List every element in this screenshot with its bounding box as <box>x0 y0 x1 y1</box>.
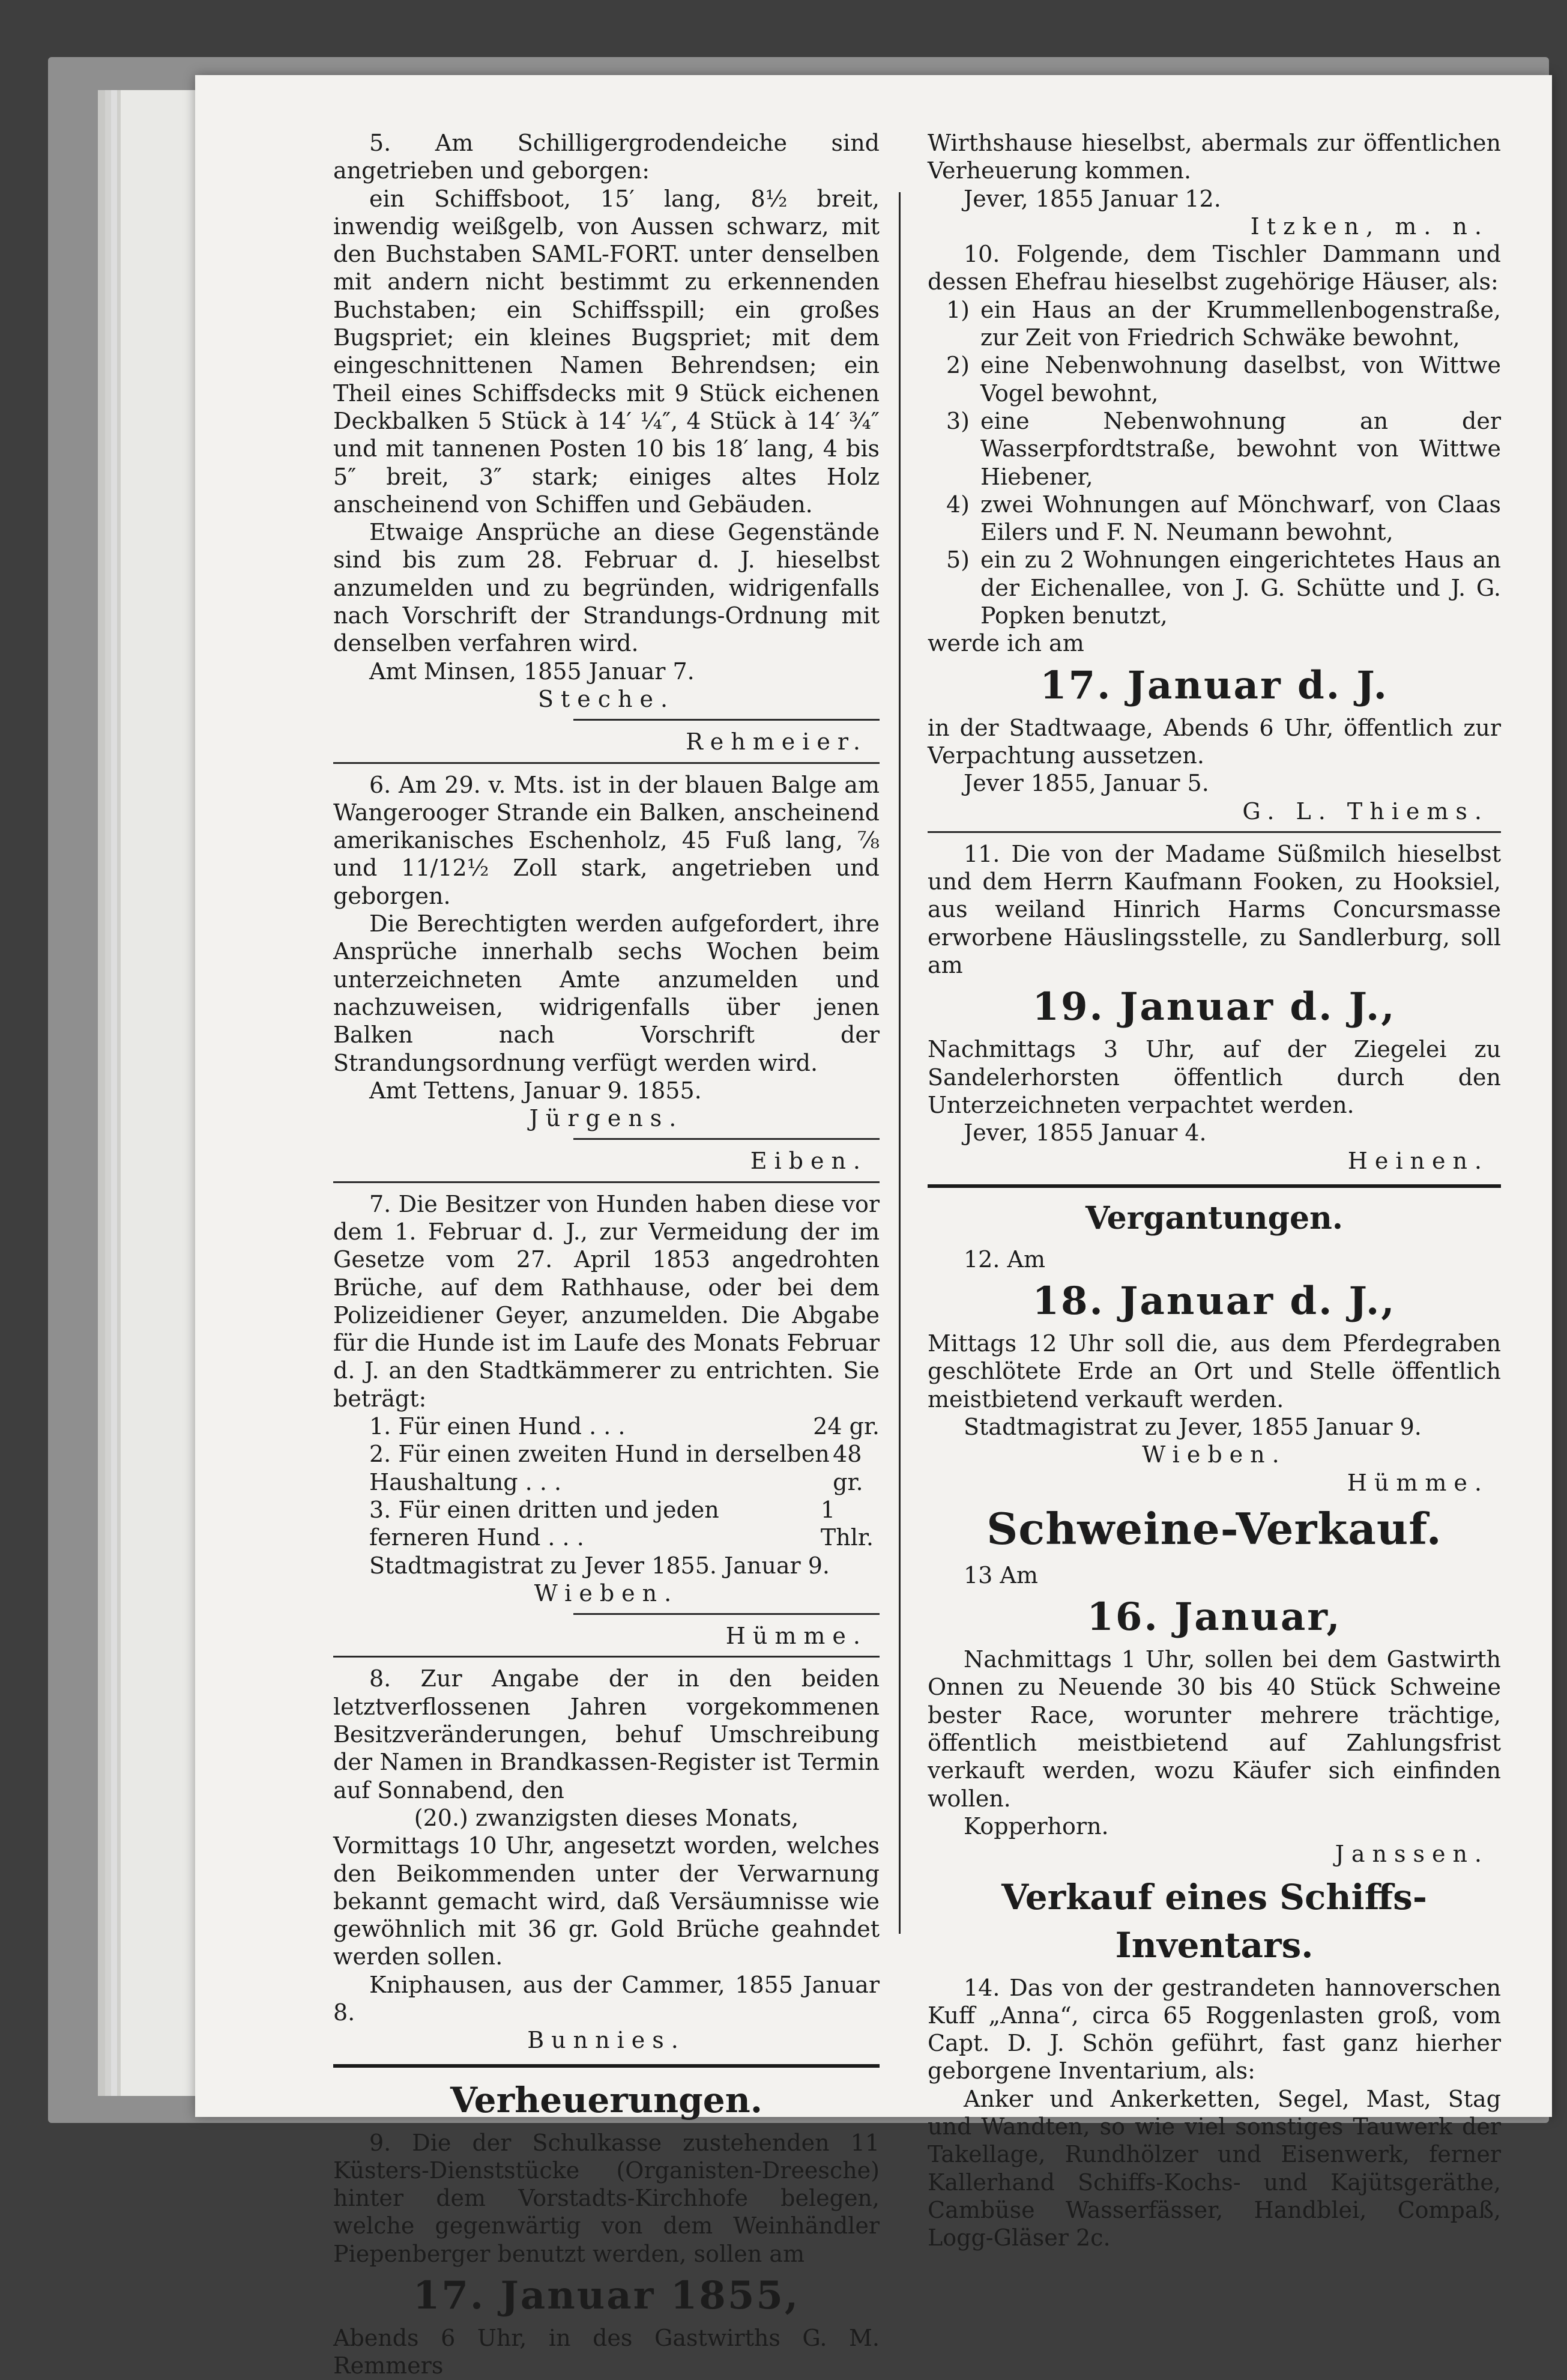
divider <box>333 762 880 764</box>
notice-9-intro: 9. Die der Schulkasse zustehenden 11 Küsters-Dienststücke (Organisten-Dreesche) hinter dem Vorstadts-Kirchhofe belegen, welche gegenwärtig von dem Weinhändler Piepenberger benutzt werden, sollen am <box>333 2129 880 2267</box>
fee-amount: 48 gr. <box>833 1441 863 1495</box>
notice-12-date: Stadtmagistrat zu Jever, 1855 Januar 9. <box>964 1413 1422 1440</box>
notice-9 <box>333 2129 880 2380</box>
left-column <box>333 129 880 2380</box>
notice-8 <box>333 1665 880 2054</box>
fee-label: 1. Für einen Hund . . . <box>369 1413 626 1440</box>
list-item: 5) ein zu 2 Wohnungen eingerichtetes Haus an der Eichenallee, von J. G. Schütte und J. G. Popken benutzt, <box>946 547 1501 629</box>
notice-12-date-headline: 18. Januar d. J., <box>1032 1279 1396 1324</box>
notice-7 <box>333 1190 880 1650</box>
section-divider <box>928 1184 1501 1188</box>
notice-6 <box>333 771 880 1175</box>
notice-5-signature-2: Rehmeier. <box>686 728 868 755</box>
notice-7-signature-1: Wieben. <box>534 1579 679 1606</box>
notice-8-signature: Bunnies. <box>527 2027 686 2054</box>
right-column <box>928 129 1501 2252</box>
section-divider <box>333 2064 880 2068</box>
notice-9-body: Abends 6 Uhr, in des Gastwirths G. M. Remmers <box>333 2325 880 2379</box>
notice-6-signature-1: Jürgens. <box>529 1105 684 1132</box>
notice-11 <box>928 840 1501 1175</box>
notice-14-intro: 14. Das von der gestrandeten hannoverschen Kuff „Anna“, circa 65 Roggenlasten groß, vom Capt. D. J. Schön geführt, fast ganz hierher geborgene Inventarium, als: <box>928 1974 1501 2085</box>
notice-9-cont-body: Wirthshause hieselbst, abermals zur öffentlichen Verheuerung kommen. <box>928 130 1501 184</box>
notice-13-place: Kopperhorn. <box>964 1812 1109 1840</box>
notice-14-items: Anker und Ankerketten, Segel, Mast, Stag und Wandten, so wie viel sonstiges Tauwerk der Takellage, Rundhölzer und Eisenwerk, ferner Kallerhand Schiffs-Kochs- und Kajütsgeräthe, Cambüse Wasserfässer, Handblei, Compaß, Logg-Gläser 2c. <box>928 2085 1501 2251</box>
notice-11-signature: Heinen. <box>1347 1147 1489 1174</box>
notice-13-body: Nachmittags 1 Uhr, sollen bei dem Gastwirth Onnen zu Neuende 30 bis 40 Stück Schweine bester Race, worunter mehrere trächtige, öffentlich meistbietend auf Zahlungsfrist verkauft werden, wozu Käufer sich einfinden wollen. <box>928 1646 1501 1812</box>
divider <box>928 831 1501 833</box>
fee-row <box>333 1440 880 1496</box>
divider <box>333 1656 880 1658</box>
fee-label: 2. Für einen zweiten Hund in derselben Haushaltung . . . <box>369 1441 830 1495</box>
fee-label: 3. Für einen dritten und jeden ferneren Hund . . . <box>369 1496 719 1551</box>
fee-row <box>333 1413 880 1440</box>
notice-12-signature-2: Hümme. <box>1347 1469 1489 1496</box>
notice-5-intro: 5. Am Schilligergrodendeiche sind angetrieben und geborgen: <box>333 130 880 184</box>
notice-8-intro: 8. Zur Angabe der in den beiden letztverflossenen Jahren vorgekommenen Besitzveränderungen, behuf Umschreibung der Namen in Brandkassen-Register ist Termin auf Sonnabend, den <box>333 1665 880 1803</box>
notice-10-signature: G. L. Thiems. <box>1242 798 1489 825</box>
column-divider <box>899 192 901 1934</box>
notice-14 <box>928 1974 1501 2252</box>
list-item: 2) eine Nebenwohnung daselbst, von Wittwe Vogel bewohnt, <box>946 352 1501 407</box>
notice-10-date-headline: 17. Januar d. J. <box>1040 662 1389 708</box>
fee-amount: 1 Thlr. <box>820 1496 874 1551</box>
notice-12-signature-1: Wieben. <box>1142 1441 1287 1468</box>
notice-10-date: Jever 1855, Januar 5. <box>964 770 1209 797</box>
notice-5-date: Amt Minsen, 1855 Januar 7. <box>369 658 695 685</box>
notice-11-date-headline: 19. Januar d. J., <box>1032 984 1396 1030</box>
notice-13-date-headline: 16. Januar, <box>1087 1594 1342 1640</box>
notice-5-claims: Etwaige Ansprüche an diese Gegenstände sind bis zum 28. Februar d. J. hieselbst anzumelden und zu begründen, widrigenfalls nach Vorschrift der Strandungs-Ordnung mit denselben verfahren wird. <box>333 519 880 657</box>
section-heading-verheuerungen: Verheuerungen. <box>450 2079 762 2121</box>
notice-8-date: Kniphausen, aus der Cammer, 1855 Januar 8. <box>333 1971 880 2026</box>
notice-5 <box>333 129 880 756</box>
notice-10 <box>928 240 1501 825</box>
notice-8-date-line: (20.) zwanzigsten dieses Monats, <box>414 1804 799 1831</box>
notice-6-signature-2: Eiben. <box>750 1148 868 1175</box>
notice-6-claims: Die Berechtigten werden aufgefordert, ihre Ansprüche innerhalb sechs Wochen beim unterzeichneten Amte anzumelden und nachzuweisen, widrigenfalls über jenen Balken nach Vorschrift der Strandungsordnung verfügt werden wird. <box>333 910 880 1076</box>
notice-9-date: Jever, 1855 Januar 12. <box>964 185 1221 212</box>
divider <box>333 1181 880 1183</box>
notice-9-date-headline: 17. Januar 1855, <box>412 2273 800 2319</box>
notice-7-date: Stadtmagistrat zu Jever 1855. Januar 9. <box>369 1552 830 1579</box>
notice-9-continued <box>928 129 1501 240</box>
fee-row <box>333 1496 880 1552</box>
notice-13 <box>928 1561 1501 1868</box>
section-heading-vergantungen: Vergantungen. <box>1085 1199 1343 1237</box>
notice-12-lead: 12. Am <box>964 1246 1045 1273</box>
notice-12-body: Mittags 12 Uhr soll die, aus dem Pferdegraben geschlötete Erde an Ort und Stelle öffentlich meistbietend verkauft werden. <box>928 1330 1501 1413</box>
list-item: 4) zwei Wohnungen auf Mönchwarf, von Claas Eilers und F. N. Neumann bewohnt, <box>946 491 1501 546</box>
section-heading-schiffs-inventar: Verkauf eines Schiffs-Inventars. <box>1001 1876 1427 1966</box>
divider <box>573 1613 880 1615</box>
notice-7-intro: 7. Die Besitzer von Hunden haben diese vor dem 1. Februar d. J., zur Vermeidung der im Gesetze vom 27. April 1853 angedrohten Brüche, auf dem Rathhause, oder bei dem Polizeidiener Geyer, anzumelden. Die Abgabe für die Hunde ist im Laufe des Monats Februar d. J. an den Stadtkämmerer zu entrichten. Sie beträgt: <box>333 1190 880 1412</box>
list-item: 1) ein Haus an der Krummellenbogenstraße, zur Zeit von Friedrich Schwäke bewohnt, <box>946 296 1501 351</box>
notice-10-lead: werde ich am <box>928 630 1084 657</box>
notice-12 <box>928 1246 1501 1497</box>
notice-13-lead: 13 Am <box>964 1561 1038 1588</box>
notice-10-intro: 10. Folgende, dem Tischler Dammann und dessen Ehefrau hieselbst zugehörige Häuser, als: <box>928 241 1501 295</box>
divider <box>573 719 880 721</box>
notice-5-items: ein Schiffsboot, 15′ lang, 8½ breit, inwendig weißgelb, von Aussen schwarz, mit den Buchstaben SAML-FORT. unter denselben mit andern nicht bestimmt zu erkennenden Buchstaben; ein Schiffsspill; ein großes Bugspriet; ein kleines Bugspriet; mit dem eingeschnittenen Namen Behrendsen; ein Theil eines Schiffsdecks mit 9 Stück eichenen Deckbalken 5 Stück à 14′ ¼″, 4 Stück à 14′ ¾″ und mit tannenen Posten 10 bis 18′ lang, 4 bis 5″ breit, 3″ stark; einiges altes Holz anscheinend von Schiffen und Gebäuden. <box>333 185 880 518</box>
list-item: 3) eine Nebenwohnung an der Wasserpfordtstraße, bewohnt von Wittwe Hiebener, <box>946 407 1501 490</box>
notice-6-date: Amt Tettens, Januar 9. 1855. <box>369 1077 702 1104</box>
notice-5-signature-1: Steche. <box>537 685 675 712</box>
section-heading-schweine-verkauf: Schweine-Verkauf. <box>986 1503 1442 1554</box>
notice-6-intro: 6. Am 29. v. Mts. ist in der blauen Balge am Wangerooger Strande ein Balken, anscheinend amerikanisches Eschenholz, 45 Fuß lang, ⅞ und 11/12½ Zoll stark, angetrieben und geborgen. <box>333 771 880 909</box>
notice-11-intro: 11. Die von der Madame Süßmilch hieselbst und dem Herrn Kaufmann Fooken, zu Hooksiel, aus weiland Hinrich Harms Concursmasse erworbene Häuslingsstelle, zu Sandlerburg, soll am <box>928 840 1501 979</box>
notice-10-body: in der Stadtwaage, Abends 6 Uhr, öffentlich zur Verpachtung aussetzen. <box>928 714 1501 769</box>
notice-7-signature-2: Hümme. <box>725 1623 868 1650</box>
divider <box>573 1138 880 1140</box>
fee-amount: 24 gr. <box>813 1413 880 1440</box>
notice-8-body: Vormittags 10 Uhr, angesetzt worden, welches den Beikommenden unter der Verwarnung bekannt gemacht wird, daß Versäumnisse wie gewöhnlich mit 36 gr. Gold Brüche geahndet werden sollen. <box>333 1832 880 1970</box>
notice-11-date: Jever, 1855 Januar 4. <box>964 1119 1207 1146</box>
notice-13-signature: Janssen. <box>1335 1841 1489 1868</box>
notice-9-signature: Itzken, m. n. <box>1250 213 1489 240</box>
notice-11-body: Nachmittags 3 Uhr, auf der Ziegelei zu Sandelerhorsten öffentlich durch den Unterzeichneten verpachtet werden. <box>928 1036 1501 1118</box>
